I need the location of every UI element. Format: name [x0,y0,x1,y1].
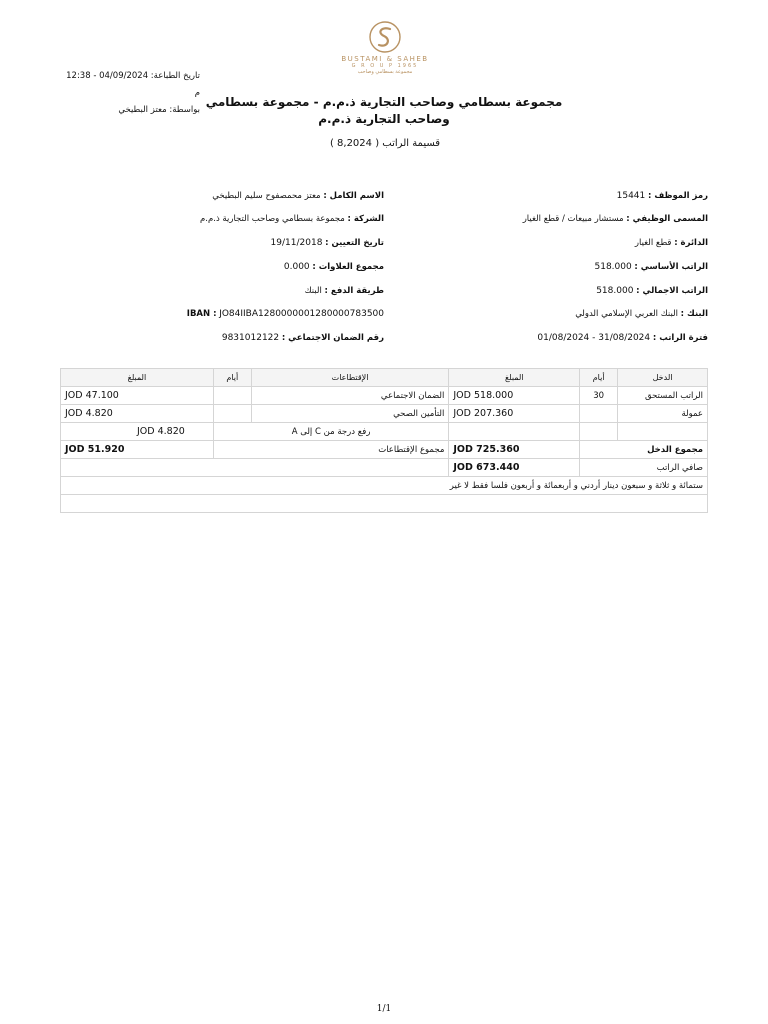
payslip-table [60,368,708,513]
col-header-amount: المبلغ [61,369,214,387]
info-salary-period: فترة الراتب : 31/08/2024 - 01/08/2024 [537,333,708,343]
col-header-days: أيام [580,369,618,387]
info-company: الشركة : مجموعة بسطامي وصاحب التجارية ذ.م.م [200,214,384,224]
income-item: الراتب المستحق [618,387,708,405]
deduction-days [213,387,251,405]
col-header-days: أيام [213,369,251,387]
net-salary-label: صافي الراتب [580,459,708,477]
income-item: عمولة [618,405,708,423]
income-amount: JOD 518.000 [449,387,580,405]
info-employee-code: رمز الموظف : 15441 [616,191,708,201]
net-salary-row [61,459,708,477]
logo-arabic-text: مجموعة بسطامي وصاحب [357,69,413,75]
info-full-name: الاسم الكامل : معتز محمصفوح سليم البطيخي [212,191,384,201]
payslip-period-title: قسيمة الراتب ( 8,2024 ) [329,138,441,149]
info-bank: البنك : البنك العربي الإسلامي الدولي [575,309,708,319]
deductions-total-label: مجموع الإقتطاعات [213,441,449,459]
col-header-amount: المبلغ [449,369,580,387]
amount-in-words-row [61,477,708,495]
info-payment-method: طريقة الدفع : البنك [304,286,384,296]
empty-row [61,495,708,513]
company-logo [338,20,432,75]
income-total-label: مجموع الدخل [580,441,708,459]
logo-year-text: 1965 [397,63,419,69]
printed-by: بواسطة: معتز البطيخي [118,105,200,115]
deduction-amount: JOD 47.100 [61,387,214,405]
table-row [61,405,708,423]
deduction-days [213,405,251,423]
net-salary: JOD 673.440 [449,459,580,477]
grade-change-note: رفع درجة من C إلى A [213,423,449,441]
table-row [61,387,708,405]
info-social-security-number: رقم الضمان الاجتماعي : 9831012122 [221,333,384,343]
logo-brand-text: BUSTAMI & SAHEB [341,55,429,63]
page-title: مجموعة بسطامي وصاحب التجارية ذ.م.م - مجموعة بسطامي وصاحب التجارية ذ.م.م [205,95,563,126]
info-hire-date: تاريخ التعيين : 19/11/2018 [270,238,384,248]
deduction-item: الضمان الاجتماعي [251,387,449,405]
income-days [580,405,618,423]
info-iban: IBAN : JO84IIBA1280000001280000783500 [186,309,384,319]
logo-group-text: G R O U P [351,63,394,69]
table-header-row [61,369,708,387]
info-allowances-total: مجموع العلاوات : 0.000 [283,262,384,272]
income-total: JOD 725.360 [449,441,580,459]
info-department: الدائرة : قطع الغيار [634,238,708,248]
info-basic-salary: الراتب الأساسي : 518.000 [594,262,708,272]
deduction-amount: JOD 4.820 [61,405,214,423]
logo-mark-icon [368,20,402,54]
info-job-title: المسمى الوظيفي : مستشار مبيعات / قطع الغيار [522,214,708,224]
info-gross-salary: الراتب الاجمالي : 518.000 [596,286,708,296]
table-row [61,423,708,441]
income-days: 30 [580,387,618,405]
totals-row [61,441,708,459]
page-number: 1/1 [376,1004,392,1014]
amount-in-words: ستمائة و ثلاثة و سبعون دينار أردني و أربعمائة و أربعون فلسا فقط لا غير [61,477,708,495]
col-header-deductions: الإقتطاعات [251,369,449,387]
deduction-item: التأمين الصحي [251,405,449,423]
col-header-income: الدخل [618,369,708,387]
grade-change-amount: JOD 4.820 [61,423,214,441]
print-date: تاريخ الطباعة: 04/09/2024 - 12:38 م [66,71,200,98]
deductions-total: JOD 51.920 [61,441,214,459]
income-amount: JOD 207.360 [449,405,580,423]
print-meta [60,68,200,119]
